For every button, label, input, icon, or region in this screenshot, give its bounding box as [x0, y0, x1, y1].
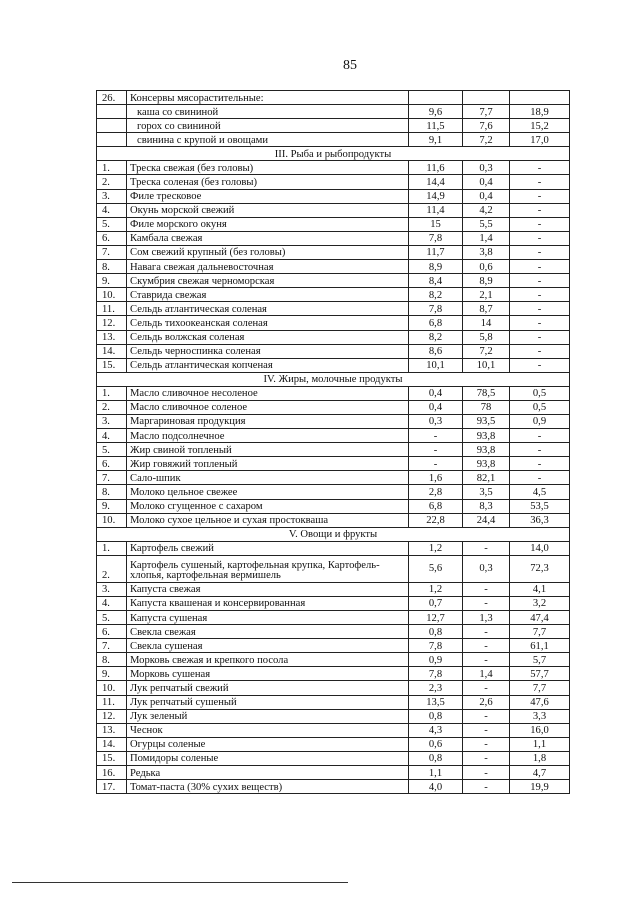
- protein-cell: 9,1: [409, 133, 463, 147]
- section-title: III. Рыба и рыбопродукты: [97, 147, 570, 161]
- table-row: [97, 288, 570, 302]
- protein-cell: -: [409, 457, 463, 471]
- row-number-cell: 6.: [97, 625, 127, 639]
- product-name-cell: Жир говяжий топленый: [127, 457, 409, 471]
- table-row: [97, 443, 570, 457]
- row-number-cell: 4.: [97, 429, 127, 443]
- table-row: [97, 766, 570, 780]
- fat-cell: -: [463, 653, 510, 667]
- fat-cell: 93,8: [463, 457, 510, 471]
- row-number-cell: 6.: [97, 457, 127, 471]
- protein-cell: 7,8: [409, 231, 463, 245]
- section-header-row: [97, 527, 570, 541]
- product-name-cell: Масло подсолнечное: [127, 429, 409, 443]
- carbohydrate-cell: 4,1: [510, 582, 570, 596]
- row-number-cell: 26.: [97, 91, 127, 105]
- row-number-cell: 10.: [97, 513, 127, 527]
- row-number-cell: 7.: [97, 245, 127, 259]
- protein-cell: [409, 91, 463, 105]
- row-number-cell: 11.: [97, 302, 127, 316]
- product-name-cell: Картофель сушеный, картофельная крупка, Картофель-хлопья, картофельная вермишель: [127, 555, 409, 582]
- fat-cell: 0,4: [463, 189, 510, 203]
- carbohydrate-cell: -: [510, 274, 570, 288]
- fat-cell: 1,4: [463, 667, 510, 681]
- table-row: [97, 316, 570, 330]
- fat-cell: [463, 91, 510, 105]
- fat-cell: 4,2: [463, 203, 510, 217]
- row-number-cell: 8.: [97, 485, 127, 499]
- carbohydrate-cell: 3,3: [510, 709, 570, 723]
- protein-cell: 0,3: [409, 414, 463, 428]
- row-number-cell: 15.: [97, 751, 127, 765]
- section-title: V. Овощи и фрукты: [97, 527, 570, 541]
- carbohydrate-cell: 47,4: [510, 611, 570, 625]
- product-name-cell: Капуста свежая: [127, 582, 409, 596]
- carbohydrate-cell: -: [510, 231, 570, 245]
- table-row: [97, 513, 570, 527]
- carbohydrate-cell: 0,5: [510, 400, 570, 414]
- protein-cell: 14,4: [409, 175, 463, 189]
- carbohydrate-cell: 57,7: [510, 667, 570, 681]
- table-row: [97, 639, 570, 653]
- table-row: [97, 555, 570, 582]
- protein-cell: 6,8: [409, 499, 463, 513]
- protein-cell: 0,8: [409, 709, 463, 723]
- nutrition-table: [96, 90, 570, 794]
- table-row: [97, 429, 570, 443]
- table-body: [97, 91, 570, 794]
- product-name-cell: Ставрида свежая: [127, 288, 409, 302]
- protein-cell: 12,7: [409, 611, 463, 625]
- table-row: [97, 471, 570, 485]
- table-row: [97, 457, 570, 471]
- table-row: [97, 681, 570, 695]
- carbohydrate-cell: -: [510, 175, 570, 189]
- table-row: [97, 751, 570, 765]
- protein-cell: 8,6: [409, 344, 463, 358]
- product-name-cell: Чеснок: [127, 723, 409, 737]
- product-name-cell: Сельдь черноспинка соленая: [127, 344, 409, 358]
- protein-cell: 11,4: [409, 203, 463, 217]
- page-number: 85: [343, 58, 357, 73]
- product-name-cell: Сало-шпик: [127, 471, 409, 485]
- table-row: [97, 260, 570, 274]
- row-number-cell: 5.: [97, 443, 127, 457]
- fat-cell: 0,4: [463, 175, 510, 189]
- protein-cell: 22,8: [409, 513, 463, 527]
- row-number-cell: 10.: [97, 288, 127, 302]
- fat-cell: 10,1: [463, 358, 510, 372]
- table-row: [97, 189, 570, 203]
- protein-cell: 2,8: [409, 485, 463, 499]
- row-number-cell: [97, 119, 127, 133]
- product-name-cell: Томат-паста (30% сухих веществ): [127, 780, 409, 794]
- table-row: [97, 119, 570, 133]
- table-row: [97, 667, 570, 681]
- fat-cell: 1,3: [463, 611, 510, 625]
- fat-cell: -: [463, 639, 510, 653]
- protein-cell: 0,8: [409, 751, 463, 765]
- table-row: [97, 485, 570, 499]
- carbohydrate-cell: 14,0: [510, 541, 570, 555]
- product-name-cell: Масло сливочное несоленое: [127, 386, 409, 400]
- fat-cell: 82,1: [463, 471, 510, 485]
- row-number-cell: 14.: [97, 344, 127, 358]
- table-row: [97, 625, 570, 639]
- product-name-cell: Сельдь атлантическая соленая: [127, 302, 409, 316]
- row-number-cell: 1.: [97, 386, 127, 400]
- carbohydrate-cell: 18,9: [510, 105, 570, 119]
- fat-cell: -: [463, 582, 510, 596]
- carbohydrate-cell: -: [510, 471, 570, 485]
- row-number-cell: 13.: [97, 330, 127, 344]
- fat-cell: -: [463, 625, 510, 639]
- table-row: [97, 400, 570, 414]
- carbohydrate-cell: -: [510, 457, 570, 471]
- protein-cell: 1,1: [409, 766, 463, 780]
- table-row: [97, 330, 570, 344]
- row-number-cell: 10.: [97, 681, 127, 695]
- carbohydrate-cell: -: [510, 203, 570, 217]
- carbohydrate-cell: 3,2: [510, 596, 570, 610]
- protein-cell: 7,8: [409, 639, 463, 653]
- row-number-cell: 6.: [97, 231, 127, 245]
- carbohydrate-cell: 36,3: [510, 513, 570, 527]
- carbohydrate-cell: 61,1: [510, 639, 570, 653]
- table-row: [97, 611, 570, 625]
- carbohydrate-cell: 7,7: [510, 625, 570, 639]
- fat-cell: 3,8: [463, 245, 510, 259]
- carbohydrate-cell: -: [510, 443, 570, 457]
- table-row: [97, 358, 570, 372]
- table-row: [97, 582, 570, 596]
- product-name-cell: Лук репчатый свежий: [127, 681, 409, 695]
- product-name-cell: Редька: [127, 766, 409, 780]
- product-name-cell: Скумбрия свежая черноморская: [127, 274, 409, 288]
- row-number-cell: 3.: [97, 582, 127, 596]
- fat-cell: 5,8: [463, 330, 510, 344]
- table-row: [97, 386, 570, 400]
- product-name-cell: Морковь сушеная: [127, 667, 409, 681]
- product-name-cell: Сом свежий крупный (без головы): [127, 245, 409, 259]
- carbohydrate-cell: -: [510, 302, 570, 316]
- protein-cell: 9,6: [409, 105, 463, 119]
- table-row: [97, 175, 570, 189]
- table-row: [97, 596, 570, 610]
- protein-cell: 0,4: [409, 386, 463, 400]
- fat-cell: 78: [463, 400, 510, 414]
- section-header-row: [97, 372, 570, 386]
- protein-cell: 8,2: [409, 288, 463, 302]
- fat-cell: -: [463, 737, 510, 751]
- row-number-cell: 16.: [97, 766, 127, 780]
- product-name-cell: Свекла сушеная: [127, 639, 409, 653]
- row-number-cell: 7.: [97, 471, 127, 485]
- table-row: [97, 161, 570, 175]
- carbohydrate-cell: -: [510, 260, 570, 274]
- carbohydrate-cell: 4,7: [510, 766, 570, 780]
- table-row: [97, 723, 570, 737]
- product-name-cell: Камбала свежая: [127, 231, 409, 245]
- product-name-cell: Молоко сухое цельное и сухая простокваша: [127, 513, 409, 527]
- fat-cell: -: [463, 780, 510, 794]
- row-number-cell: 5.: [97, 217, 127, 231]
- fat-cell: 0,3: [463, 161, 510, 175]
- protein-cell: 0,9: [409, 653, 463, 667]
- fat-cell: 93,5: [463, 414, 510, 428]
- table-row: [97, 217, 570, 231]
- protein-cell: 7,8: [409, 302, 463, 316]
- fat-cell: 8,9: [463, 274, 510, 288]
- table-row: [97, 245, 570, 259]
- row-number-cell: 1.: [97, 541, 127, 555]
- fat-cell: 7,2: [463, 133, 510, 147]
- row-number-cell: [97, 133, 127, 147]
- fat-cell: 0,6: [463, 260, 510, 274]
- fat-cell: 93,8: [463, 429, 510, 443]
- carbohydrate-cell: 0,5: [510, 386, 570, 400]
- carbohydrate-cell: 7,7: [510, 681, 570, 695]
- fat-cell: 24,4: [463, 513, 510, 527]
- product-name-cell: Морковь свежая и крепкого посола: [127, 653, 409, 667]
- protein-cell: 2,3: [409, 681, 463, 695]
- product-name-cell: Капуста квашеная и консервированная: [127, 596, 409, 610]
- protein-cell: 15: [409, 217, 463, 231]
- table-row: [97, 203, 570, 217]
- fat-cell: -: [463, 723, 510, 737]
- table-row: [97, 274, 570, 288]
- carbohydrate-cell: [510, 91, 570, 105]
- row-number-cell: 2.: [97, 400, 127, 414]
- row-number-cell: 8.: [97, 260, 127, 274]
- product-name-cell: каша со свининой: [127, 105, 409, 119]
- carbohydrate-cell: 0,9: [510, 414, 570, 428]
- protein-cell: 13,5: [409, 695, 463, 709]
- protein-cell: 10,1: [409, 358, 463, 372]
- footnote-divider: [12, 882, 348, 883]
- product-name-cell: Маргариновая продукция: [127, 414, 409, 428]
- product-name-cell: Картофель свежий: [127, 541, 409, 555]
- carbohydrate-cell: 4,5: [510, 485, 570, 499]
- carbohydrate-cell: -: [510, 189, 570, 203]
- row-number-cell: 9.: [97, 499, 127, 513]
- row-number-cell: 9.: [97, 274, 127, 288]
- table-row: [97, 499, 570, 513]
- protein-cell: 8,9: [409, 260, 463, 274]
- protein-cell: 1,2: [409, 582, 463, 596]
- table-row: [97, 541, 570, 555]
- product-name-cell: Огурцы соленые: [127, 737, 409, 751]
- product-name-cell: Навага свежая дальневосточная: [127, 260, 409, 274]
- product-name-cell: Окунь морской свежий: [127, 203, 409, 217]
- protein-cell: 4,3: [409, 723, 463, 737]
- carbohydrate-cell: -: [510, 330, 570, 344]
- row-number-cell: 11.: [97, 695, 127, 709]
- fat-cell: 7,7: [463, 105, 510, 119]
- protein-cell: 0,7: [409, 596, 463, 610]
- section-header-row: [97, 147, 570, 161]
- row-number-cell: 7.: [97, 639, 127, 653]
- table-row: [97, 105, 570, 119]
- product-name-cell: Лук репчатый сушеный: [127, 695, 409, 709]
- product-name-cell: Лук зеленый: [127, 709, 409, 723]
- product-name-cell: Масло сливочное соленое: [127, 400, 409, 414]
- protein-cell: 0,8: [409, 625, 463, 639]
- fat-cell: -: [463, 709, 510, 723]
- carbohydrate-cell: 19,9: [510, 780, 570, 794]
- carbohydrate-cell: 53,5: [510, 499, 570, 513]
- fat-cell: 0,3: [463, 555, 510, 582]
- protein-cell: 8,4: [409, 274, 463, 288]
- protein-cell: 11,5: [409, 119, 463, 133]
- row-number-cell: 15.: [97, 358, 127, 372]
- row-number-cell: 13.: [97, 723, 127, 737]
- product-name-cell: Филе тресковое: [127, 189, 409, 203]
- table-row: [97, 653, 570, 667]
- carbohydrate-cell: -: [510, 245, 570, 259]
- row-number-cell: 2.: [97, 555, 127, 582]
- carbohydrate-cell: -: [510, 316, 570, 330]
- carbohydrate-cell: -: [510, 161, 570, 175]
- protein-cell: 11,6: [409, 161, 463, 175]
- table-row: [97, 709, 570, 723]
- product-name-cell: свинина с крупой и овощами: [127, 133, 409, 147]
- fat-cell: -: [463, 596, 510, 610]
- product-name-cell: горох со свининой: [127, 119, 409, 133]
- product-name-cell: Сельдь волжская соленая: [127, 330, 409, 344]
- product-name-cell: Сельдь атлантическая копченая: [127, 358, 409, 372]
- table-row: [97, 414, 570, 428]
- table-row: [97, 231, 570, 245]
- product-name-cell: Сельдь тихоокеанская соленая: [127, 316, 409, 330]
- fat-cell: 14: [463, 316, 510, 330]
- protein-cell: 5,6: [409, 555, 463, 582]
- protein-cell: 11,7: [409, 245, 463, 259]
- table-row: [97, 737, 570, 751]
- carbohydrate-cell: 5,7: [510, 653, 570, 667]
- product-name-cell: Помидоры соленые: [127, 751, 409, 765]
- row-number-cell: 9.: [97, 667, 127, 681]
- fat-cell: -: [463, 766, 510, 780]
- carbohydrate-cell: 17,0: [510, 133, 570, 147]
- section-title: IV. Жиры, молочные продукты: [97, 372, 570, 386]
- protein-cell: -: [409, 443, 463, 457]
- carbohydrate-cell: -: [510, 288, 570, 302]
- row-number-cell: 8.: [97, 653, 127, 667]
- fat-cell: 78,5: [463, 386, 510, 400]
- carbohydrate-cell: 1,8: [510, 751, 570, 765]
- product-name-cell: Треска соленая (без головы): [127, 175, 409, 189]
- fat-cell: 8,3: [463, 499, 510, 513]
- carbohydrate-cell: -: [510, 217, 570, 231]
- row-number-cell: 4.: [97, 203, 127, 217]
- protein-cell: -: [409, 429, 463, 443]
- protein-cell: 8,2: [409, 330, 463, 344]
- row-number-cell: 3.: [97, 189, 127, 203]
- fat-cell: 2,6: [463, 695, 510, 709]
- row-number-cell: [97, 105, 127, 119]
- fat-cell: -: [463, 681, 510, 695]
- carbohydrate-cell: -: [510, 429, 570, 443]
- table-row: [97, 344, 570, 358]
- fat-cell: 1,4: [463, 231, 510, 245]
- row-number-cell: 17.: [97, 780, 127, 794]
- protein-cell: 0,4: [409, 400, 463, 414]
- row-number-cell: 2.: [97, 175, 127, 189]
- fat-cell: 7,2: [463, 344, 510, 358]
- fat-cell: 5,5: [463, 217, 510, 231]
- product-name-cell: Филе морского окуня: [127, 217, 409, 231]
- carbohydrate-cell: -: [510, 344, 570, 358]
- protein-cell: 1,6: [409, 471, 463, 485]
- protein-cell: 1,2: [409, 541, 463, 555]
- fat-cell: -: [463, 541, 510, 555]
- protein-cell: 14,9: [409, 189, 463, 203]
- row-number-cell: 12.: [97, 709, 127, 723]
- carbohydrate-cell: -: [510, 358, 570, 372]
- protein-cell: 6,8: [409, 316, 463, 330]
- table-row: [97, 133, 570, 147]
- table-row: [97, 302, 570, 316]
- product-name-cell: Треска свежая (без головы): [127, 161, 409, 175]
- product-name-cell: Жир свиной топленый: [127, 443, 409, 457]
- fat-cell: 3,5: [463, 485, 510, 499]
- product-name-cell: Молоко сгущенное с сахаром: [127, 499, 409, 513]
- product-name-cell: Консервы мясорастительные:: [127, 91, 409, 105]
- fat-cell: 93,8: [463, 443, 510, 457]
- table-row: [97, 695, 570, 709]
- row-number-cell: 1.: [97, 161, 127, 175]
- row-number-cell: 5.: [97, 611, 127, 625]
- row-number-cell: 4.: [97, 596, 127, 610]
- carbohydrate-cell: 15,2: [510, 119, 570, 133]
- product-name-cell: Свекла свежая: [127, 625, 409, 639]
- row-number-cell: 3.: [97, 414, 127, 428]
- row-number-cell: 14.: [97, 737, 127, 751]
- product-name-cell: Капуста сушеная: [127, 611, 409, 625]
- table-row: [97, 780, 570, 794]
- fat-cell: -: [463, 751, 510, 765]
- fat-cell: 8,7: [463, 302, 510, 316]
- carbohydrate-cell: 72,3: [510, 555, 570, 582]
- protein-cell: 4,0: [409, 780, 463, 794]
- carbohydrate-cell: 16,0: [510, 723, 570, 737]
- row-number-cell: 12.: [97, 316, 127, 330]
- protein-cell: 7,8: [409, 667, 463, 681]
- carbohydrate-cell: 1,1: [510, 737, 570, 751]
- protein-cell: 0,6: [409, 737, 463, 751]
- product-name-cell: Молоко цельное свежее: [127, 485, 409, 499]
- fat-cell: 2,1: [463, 288, 510, 302]
- table-row: [97, 91, 570, 105]
- fat-cell: 7,6: [463, 119, 510, 133]
- carbohydrate-cell: 47,6: [510, 695, 570, 709]
